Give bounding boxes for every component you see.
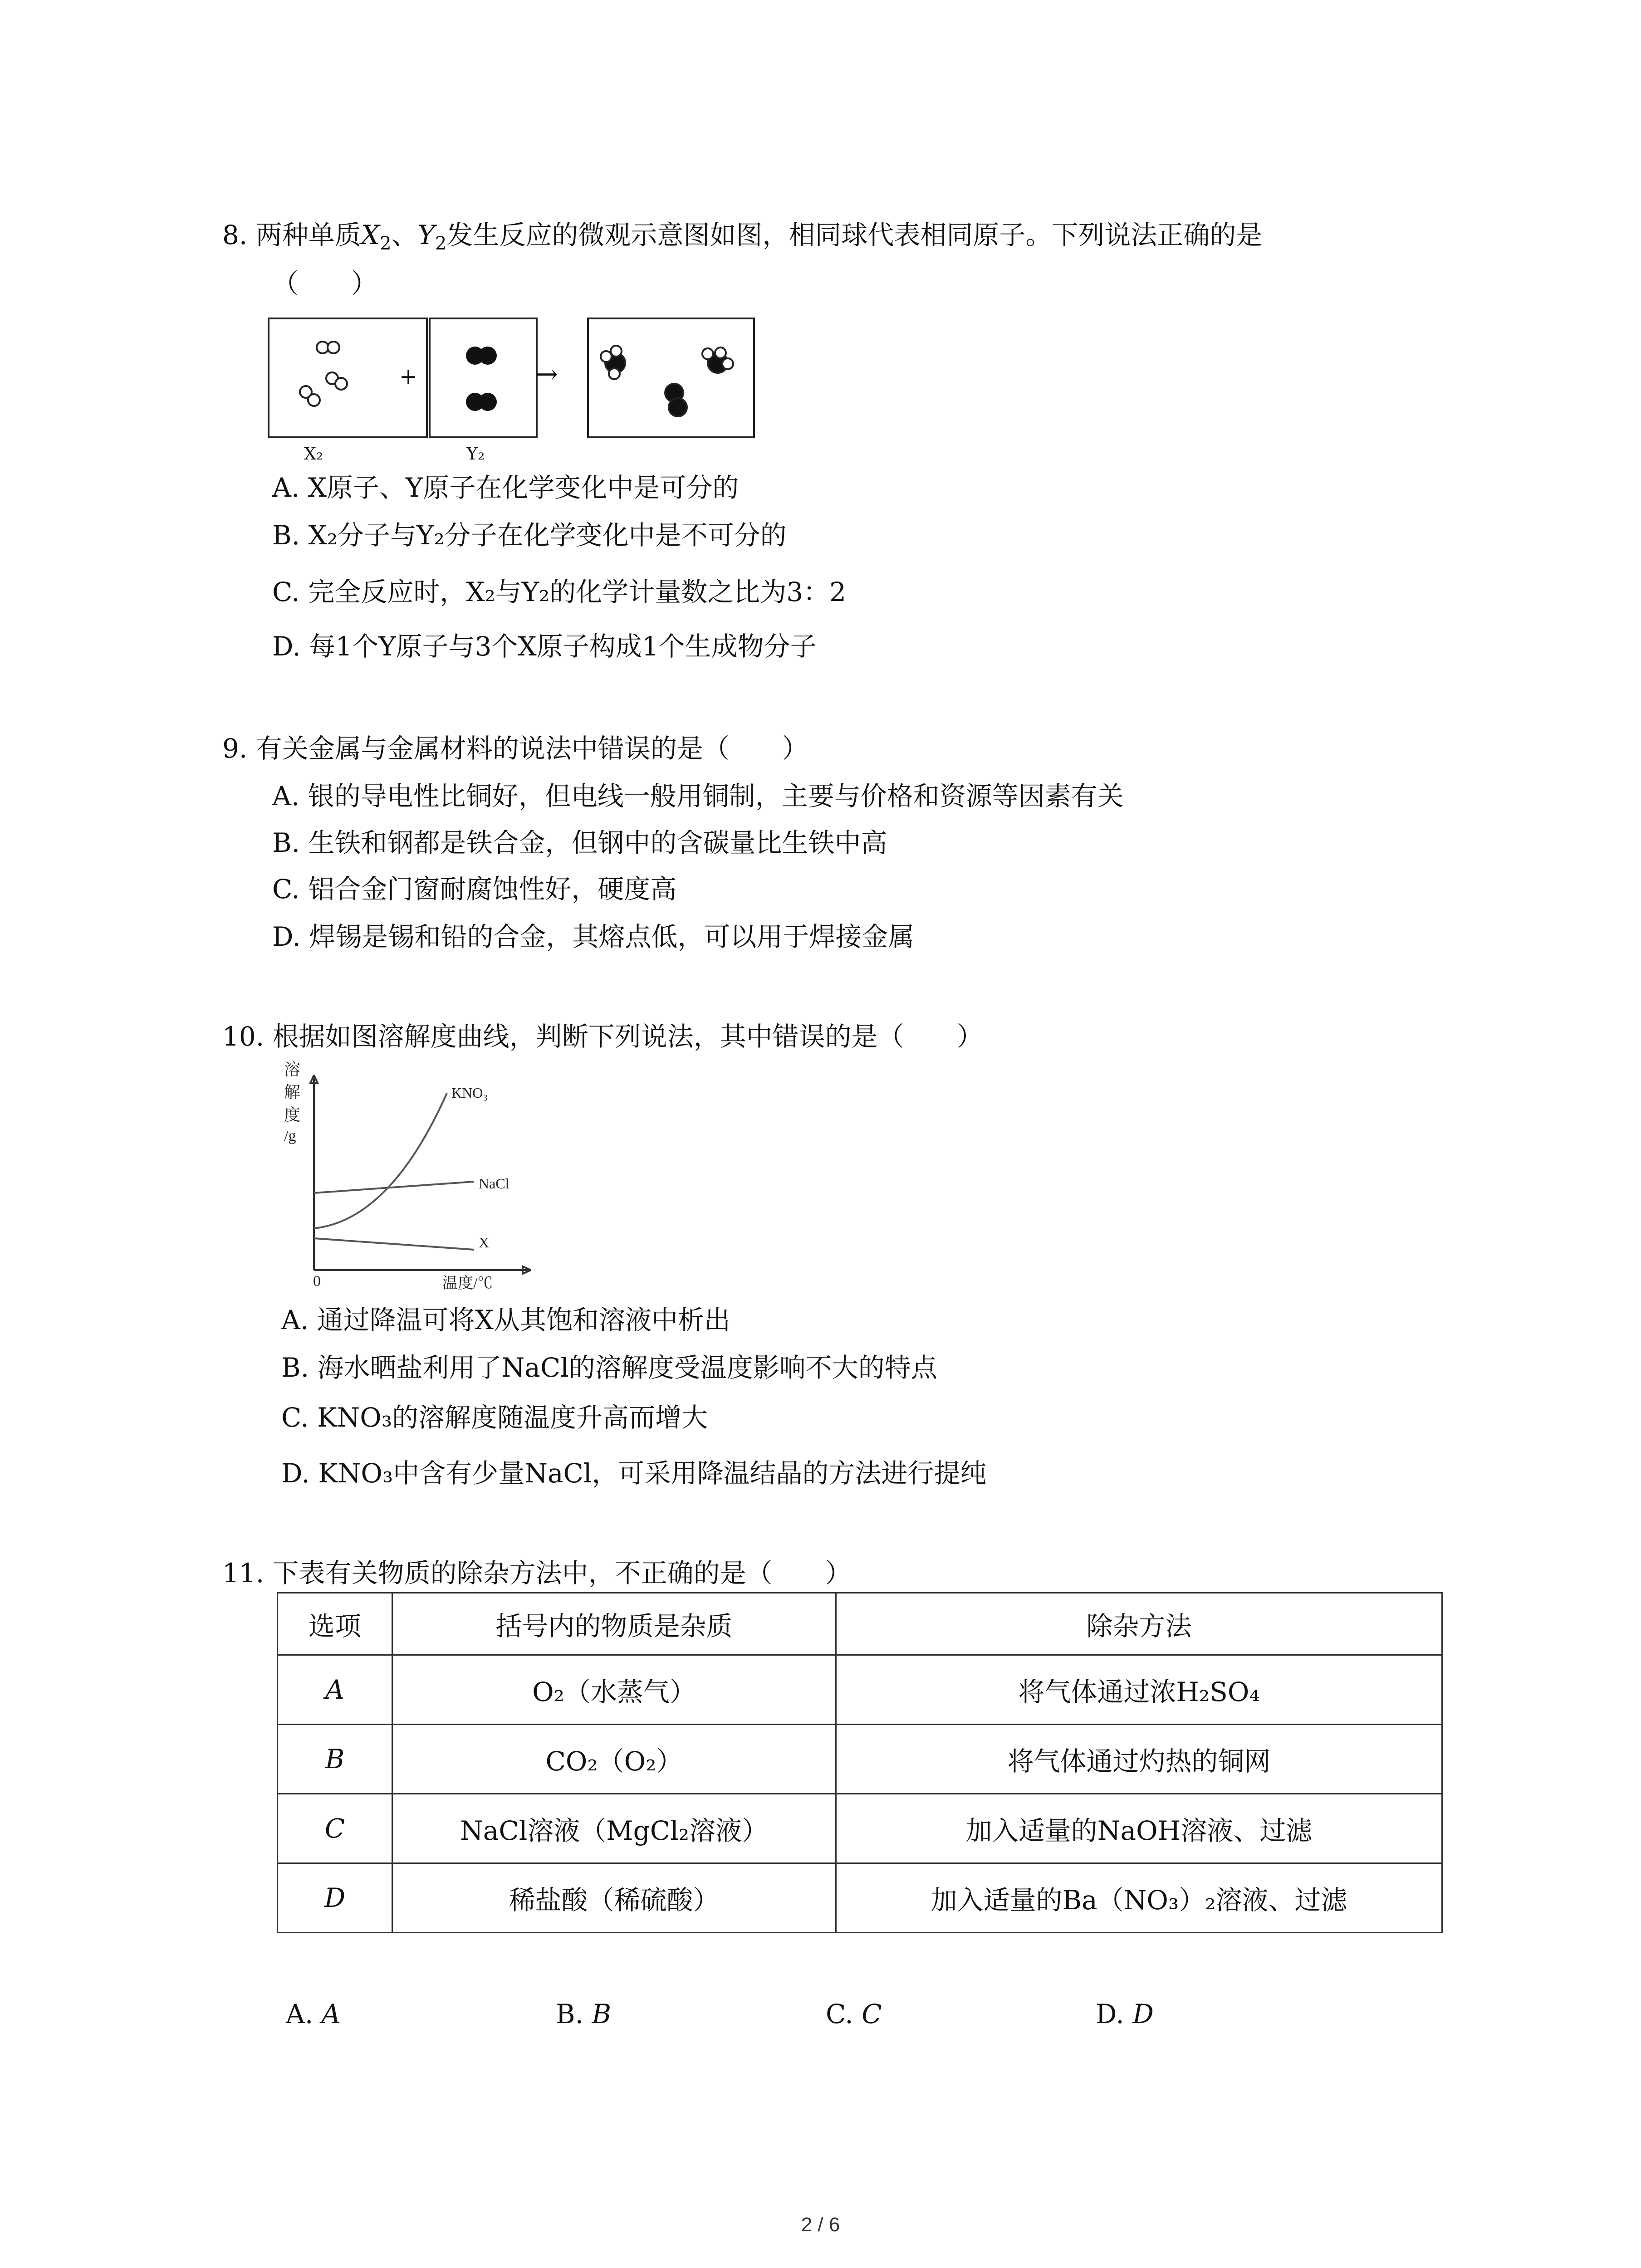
page-number: 2 / 6 [801,2214,840,2236]
series-label-x: X [479,1234,490,1251]
q8-stem [222,217,1262,262]
series-label-kno3: KNO₃ [451,1085,488,1101]
q8-option-d[interactable] [272,628,817,665]
table-cell-option: D [278,1863,392,1933]
q9-option-d[interactable] [272,919,914,955]
table-cell-substance: 稀盐酸（稀硫酸） [392,1863,836,1933]
curve-x [314,1238,474,1250]
table-cell-method: 加入适量的NaOH溶液、过滤 [836,1794,1442,1863]
option-text: 焊锡是锡和铅的合金，其熔点低，可以用于焊接金属 [309,921,915,952]
q10-stem: 10. 根据如图溶解度曲线，判断下列说法，其中错误的是（ ） [222,1021,983,1052]
q8-x-subscript: 2 [380,233,392,254]
table-header-substance: 括号内的物质是杂质 [392,1593,836,1655]
option-text: X原子、Y原子在化学变化中是可分的 [308,472,739,503]
q8-x-symbol: X [361,220,380,250]
table-cell-option: A [278,1655,392,1725]
chart-xlabel: 温度/℃ [442,1275,493,1292]
option-text: 通过降温可将X从其饱和溶液中析出 [317,1305,731,1335]
table-cell-substance: O₂（水蒸气） [392,1655,836,1725]
reaction-arrow: → [535,358,558,390]
option-letter: D. [1096,1999,1124,2029]
option-letter: A. [281,1305,309,1335]
option-letter: C. [272,577,300,607]
table-row [278,1794,1442,1863]
option-letter: C. [826,1999,853,2029]
option-letter: C. [281,1402,309,1433]
table-header-method: 除杂方法 [836,1593,1442,1655]
table-row [278,1863,1442,1933]
q8-box-product [587,318,755,438]
table-cell-substance: CO₂（O₂） [392,1725,836,1794]
option-letter: B. [281,1352,309,1383]
q10-option-b[interactable] [281,1349,937,1386]
q9-stem: 9. 有关金属与金属材料的说法中错误的是（ ） [222,733,808,764]
curve-kno3 [314,1093,447,1228]
option-letter: A. [272,472,300,503]
q10-option-d[interactable] [281,1455,986,1491]
option-text: KNO₃中含有少量NaCl，可采用降温结晶的方法进行提纯 [318,1458,987,1489]
option-letter: B. [272,520,300,551]
plus-sign: + [399,364,418,389]
chart-ylabel-1: 溶 [284,1061,301,1079]
option-letter: D. [281,1458,310,1489]
table-cell-option: C [278,1794,392,1863]
option-text: D [1132,1999,1154,2029]
q11-answer-a[interactable] [286,1996,341,2032]
series-label-nacl: NaCl [479,1175,509,1192]
q8-option-c[interactable] [272,574,846,610]
q8-stem-part-a: 两种单质 [255,220,361,250]
chart-ylabel-2: 解 [284,1083,301,1101]
table-header-option: 选项 [278,1593,392,1655]
option-text: 海水晒盐利用了NaCl的溶解度受温度影响不大的特点 [317,1352,937,1383]
y2-molecules-diagram [431,319,536,436]
table-cell-method: 将气体通过灼热的铜网 [836,1725,1442,1794]
chart-ylabel-4: /g [284,1128,296,1144]
q10-option-a[interactable] [281,1302,730,1338]
q8-separator: 、 [391,220,418,250]
q9-option-b[interactable] [272,825,887,861]
option-text: 完全反应时，X₂与Y₂的化学计量数之比为3：2 [308,577,847,607]
q8-number: 8. [222,220,248,250]
table-cell-option: B [278,1725,392,1794]
table-cell-substance: NaCl溶液（MgCl₂溶液） [392,1794,836,1863]
option-letter: B. [556,1999,584,2029]
product-molecules-diagram [589,319,753,436]
option-text: KNO₃的溶解度随温度升高而增大 [317,1402,708,1433]
chart-ylabel-3: 度 [284,1106,301,1124]
q11-stem: 11. 下表有关物质的除杂方法中，不正确的是（ ） [222,1558,852,1589]
q8-answer-blank: （ ） [272,268,378,299]
q8-stem-part-b: 发生反应的微观示意图如图，相同球代表相同原子。下列说法正确的是 [446,220,1263,250]
option-text: X₂分子与Y₂分子在化学变化中是不可分的 [308,520,787,551]
chart-origin: 0 [313,1273,321,1290]
option-text: B [592,1999,612,2029]
option-letter: D. [272,631,301,662]
q10-option-c[interactable] [281,1399,708,1436]
q8-y-subscript: 2 [435,233,447,254]
option-text: C [862,1999,882,2029]
solubility-chart [272,1057,554,1302]
table-cell-method: 加入适量的Ba（NO₃）₂溶液、过滤 [836,1863,1442,1933]
option-text: 每1个Y原子与3个X原子构成1个生成物分子 [309,631,817,662]
option-letter: B. [272,827,300,858]
label-y2: Y₂ [466,444,485,464]
table-row [278,1655,1442,1725]
q8-y-symbol: Y [417,220,435,250]
q8-box-y2 [429,318,538,438]
option-text: 银的导电性比铜好，但电线一般用铜制，主要与价格和资源等因素有关 [308,781,1124,811]
q11-answer-b[interactable] [556,1996,611,2032]
q9-option-c[interactable] [272,871,676,907]
table-cell-method: 将气体通过浓H₂SO₄ [836,1655,1442,1725]
table-row [278,1725,1442,1794]
q9-option-a[interactable] [272,778,1124,814]
option-text: 生铁和钢都是铁合金，但钢中的含碳量比生铁中高 [308,827,887,858]
q8-option-b[interactable] [272,517,787,553]
curve-nacl [314,1182,474,1193]
table-header-row [278,1593,1442,1655]
impurity-removal-table [277,1592,1443,1933]
option-letter: A. [272,781,300,811]
option-letter: A. [286,1999,314,2029]
option-letter: D. [272,921,301,952]
q8-option-a[interactable] [272,469,739,506]
option-text: A [321,1999,341,2029]
option-letter: C. [272,874,300,904]
q11-answer-d[interactable] [1096,1996,1154,2032]
label-x2: X₂ [304,444,323,464]
q11-answer-c[interactable] [826,1996,882,2032]
option-text: 铝合金门窗耐腐蚀性好，硬度高 [308,874,677,904]
